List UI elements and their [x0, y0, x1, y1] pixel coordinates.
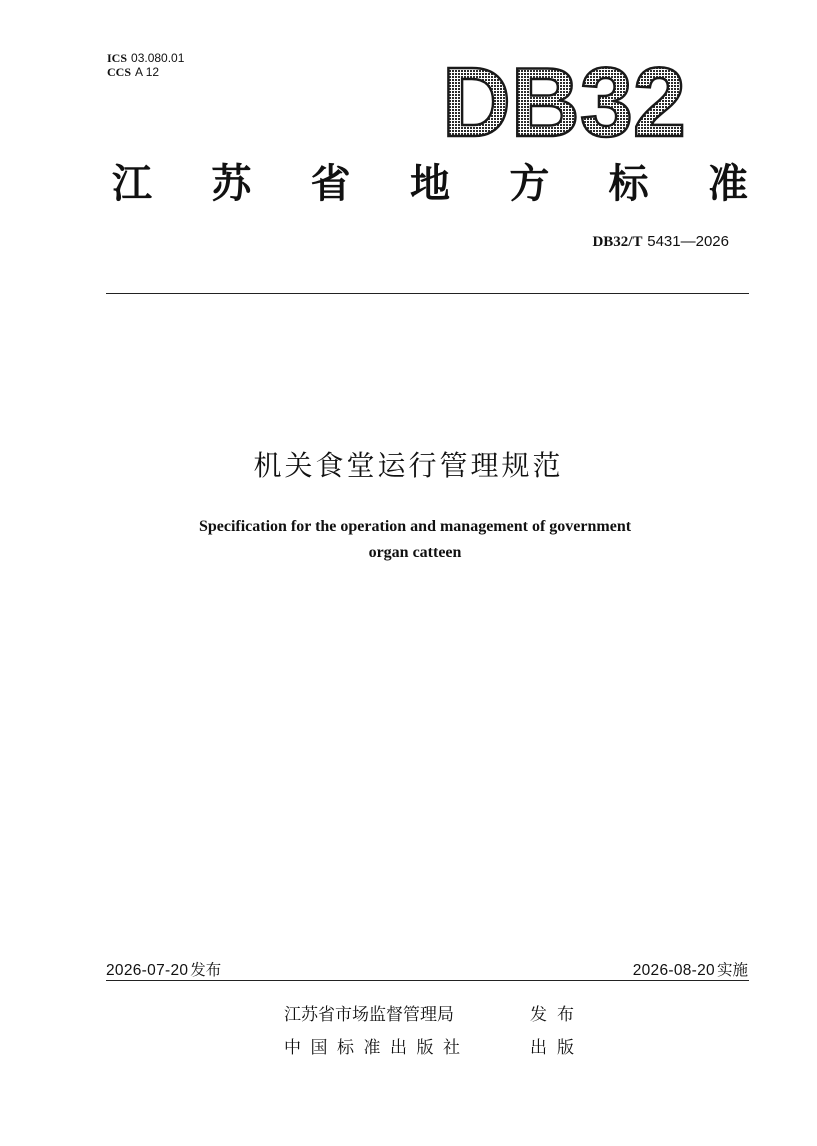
publish-date-label: 发布 — [190, 961, 222, 979]
province-char: 方 — [509, 161, 550, 207]
publisher-row — [284, 1004, 584, 1026]
standard-prefix: DB32/T — [592, 234, 643, 250]
publish-date — [106, 960, 221, 981]
classification-codes — [107, 51, 184, 79]
province-char: 苏 — [211, 161, 252, 207]
english-title — [100, 514, 730, 566]
ccs-label: CCS — [107, 65, 132, 79]
implement-date — [633, 960, 748, 981]
publisher-action: 出版 — [530, 1038, 584, 1058]
english-title-line: organ catteen — [368, 544, 462, 561]
ics-label: ICS — [107, 51, 128, 65]
province-char: 准 — [707, 161, 748, 207]
ics-value: 03.080.01 — [131, 51, 185, 65]
ics-code — [107, 51, 184, 65]
province-char: 标 — [608, 161, 649, 207]
province-char: 江 — [112, 161, 152, 207]
publish-date-value: 2026-07-20 — [106, 962, 189, 979]
standard-number — [592, 232, 729, 251]
logo-text: DB32 — [442, 55, 686, 145]
db32-logo — [440, 55, 690, 145]
ccs-value: A 12 — [135, 65, 160, 79]
footer-rule — [106, 980, 749, 981]
province-standard-heading — [112, 160, 748, 208]
publisher-org: 中国标准出版社 — [284, 1038, 470, 1058]
province-char: 地 — [409, 161, 450, 207]
chinese-title: 机关食堂运行管理规范 — [253, 449, 564, 482]
standard-number-value: 5431—2026 — [647, 233, 729, 250]
implement-date-value: 2026-08-20 — [632, 962, 715, 979]
ccs-code — [107, 65, 184, 79]
english-title-line: Specification for the operation and management of government — [198, 518, 632, 535]
publisher-row — [284, 1037, 584, 1059]
publisher-org: 江苏省市场监督管理局 — [284, 1005, 454, 1025]
publisher-action: 发布 — [530, 1005, 584, 1025]
province-char: 省 — [310, 161, 351, 207]
header-rule — [106, 293, 749, 294]
implement-date-label: 实施 — [716, 961, 748, 979]
